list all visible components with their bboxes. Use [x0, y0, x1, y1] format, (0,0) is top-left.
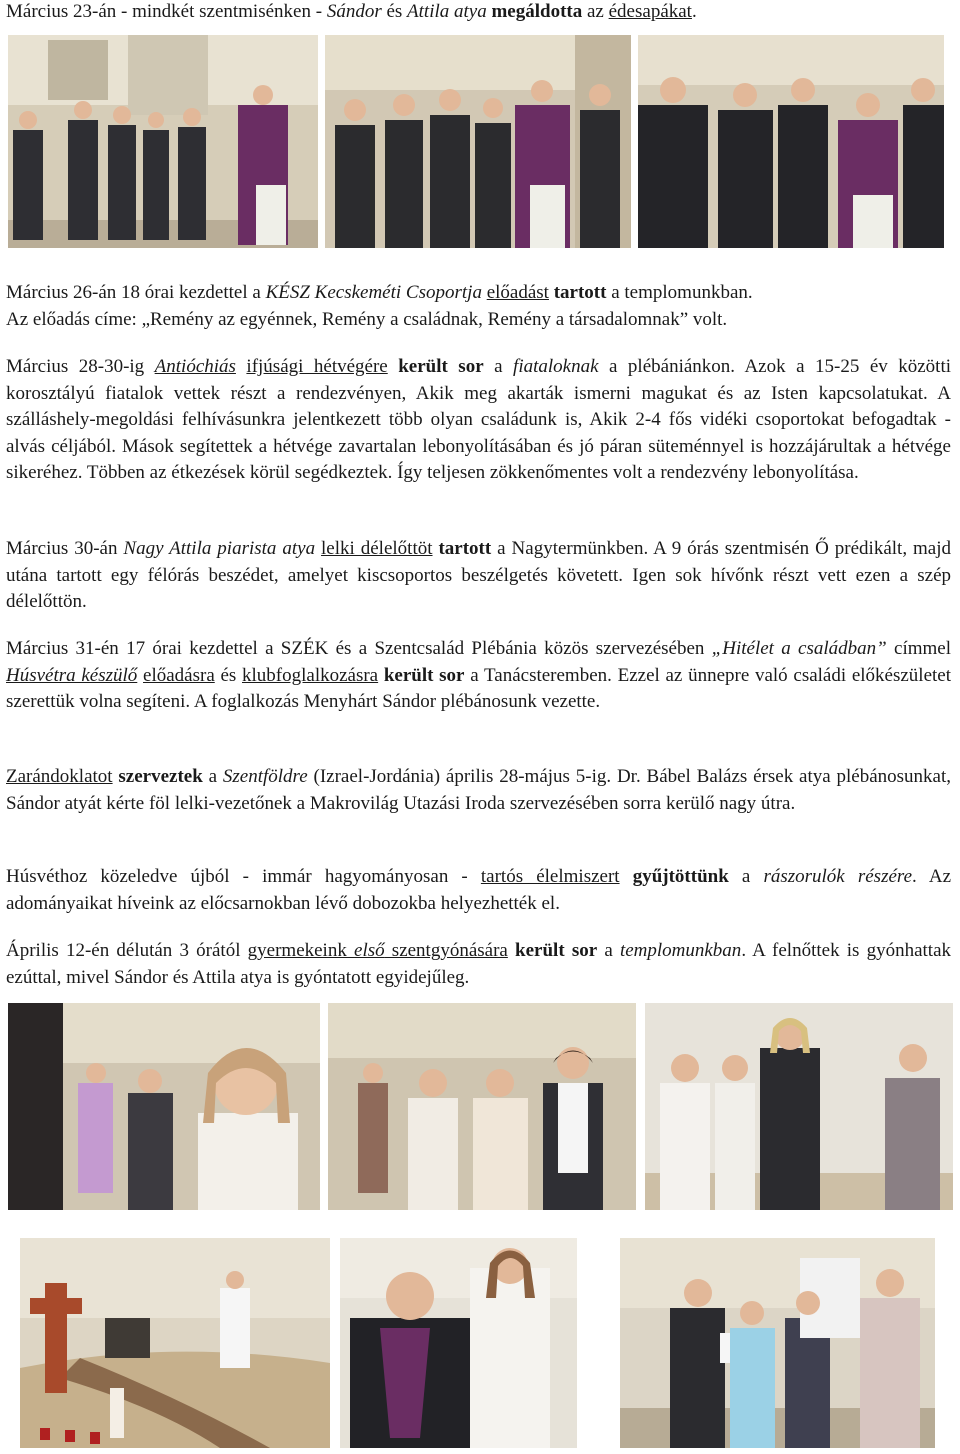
text: és	[381, 1, 408, 22]
text-italic: „Hitélet a családban”	[711, 638, 887, 659]
blessing-fathers-photo-3	[638, 35, 944, 248]
paragraph-youth-weekend	[6, 354, 951, 487]
text-bold: került sor	[398, 356, 484, 377]
text-underlined-italic: Húsvétra készülő	[6, 664, 138, 686]
text-kesz: KÉSZ Kecskeméti Csoportja	[265, 282, 482, 303]
text: a	[483, 356, 514, 377]
text	[236, 356, 246, 377]
text-italic: fiataloknak	[513, 356, 599, 377]
paragraph-family-faith	[6, 636, 951, 716]
paragraph-food-collection	[6, 864, 951, 917]
text-bold: szerveztek	[118, 766, 203, 787]
text-bold: tartott	[438, 538, 492, 559]
text: az	[582, 1, 609, 22]
confession-priest-photo-5	[340, 1238, 577, 1448]
text-underlined-italic: első	[354, 940, 385, 961]
text: . A felnőttek is gyónhattak ezúttal, mivel Sándor és Attila atya is gyóntatott egyidejűleg.	[6, 940, 952, 988]
text-underlined: édesapákat	[608, 1, 692, 22]
text-underlined: előadást	[486, 282, 549, 303]
text: a	[202, 766, 223, 787]
text-bold: tartott	[553, 282, 607, 303]
text: Március 31-én 17 órai kezdettel a SZÉK és a Szentcsalád Plébánia közös szervezésében	[6, 638, 712, 659]
text-underlined: szentgyónására	[384, 940, 508, 961]
text: .	[691, 1, 697, 22]
text	[508, 940, 515, 961]
blessing-fathers-photo-1	[8, 35, 318, 248]
text-italic: Nagy Attila piarista atya	[123, 538, 316, 559]
text-sandor: Sándor	[326, 1, 382, 22]
text-bold: került sor	[515, 940, 598, 961]
text-italic: rászorulók részére	[763, 866, 913, 887]
text-bold: került sor	[383, 664, 465, 686]
text: Március 28-30-ig	[6, 356, 155, 377]
text-italic: templomunkban	[619, 940, 742, 961]
text: Március 30-án	[6, 538, 124, 559]
text: . Az adományaikat híveink az előcsarnokban lévő dobozokba helyezhették el.	[6, 866, 952, 914]
text: a Nagytermünkben. A 9 órás szentmisén Ő prédikált, majd utána tartott egy félórás beszédet, amelyet kiscsoportos beszélgetés követett. Igen sok hívőnk részt vett ezen a szép délelőttön.	[6, 538, 952, 612]
text-underlined: ifjúsági hétvégére	[246, 356, 388, 377]
text: a templomunkban.	[606, 282, 753, 303]
blessing-fathers-photo-2	[325, 35, 631, 248]
text-underlined: gyermekeink	[247, 940, 355, 961]
text	[620, 866, 633, 887]
text: a	[597, 940, 620, 961]
text-underlined: előadásra	[143, 664, 215, 686]
text: a plébániánkon. Azok a 15-25 év közötti korosztályú fiatalok vettek részt a rendezvényen, Akik meg akarták ismerni magukat és az Isten kapcsolatukat. A szálláshely-megoldási felhívásunkra jelentkezett több olyan családunk is, Akik 2-4 fős vidéki csoportokat befogadtak - alvás céljából. Mások segítettek a hétvége zavartalan lebonyolításában és jó páran süteménnyel is hozzájárultak a hétvége sikeréhez. Többen az étkezések körül segédkeztek. Így teljesen zökkenőmentes volt a rendezvény lebonyolítása.	[6, 356, 952, 483]
text: a	[728, 866, 764, 887]
text: Április 12-én délután 3 órától	[6, 940, 248, 961]
confession-children-photo-2	[328, 1003, 636, 1210]
paragraph-first-confession	[6, 938, 951, 991]
text: Március 23-án - mindkét szentmisénken -	[6, 1, 327, 22]
paragraph-pilgrimage	[6, 764, 951, 817]
text-bold: gyűjtöttünk	[632, 866, 729, 887]
text: a Tanácsteremben. Ezzel az ünnepre való családi előkészületet szerettük volna segíteni. A foglalkozás Menyhárt Sándor plébánosunk vezette.	[6, 664, 952, 712]
text: Húsvéthoz közeledve újból - immár hagyományosan -	[6, 866, 481, 887]
text-underlined: tartós élelmiszert	[480, 866, 620, 887]
confession-children-photo-6	[620, 1238, 935, 1448]
paragraph-spiritual-morning	[6, 536, 951, 616]
paragraph-blessing	[6, 0, 951, 24]
text-attila: Attila atya	[407, 1, 487, 22]
text-antiochias: Antióchiás	[154, 356, 236, 377]
text	[388, 356, 398, 377]
text: címmel	[886, 638, 951, 659]
text-underlined: lelki délelőttöt	[321, 538, 433, 559]
text-underlined: klubfoglalkozásra	[242, 664, 379, 686]
paragraph-lecture	[6, 280, 951, 333]
text-underlined: Zarándoklatot	[6, 766, 113, 787]
text-bold: megáldotta	[491, 1, 583, 22]
text: Az előadás címe: „Remény az egyénnek, Remény a családnak, Remény a társadalomnak” volt.	[6, 308, 728, 330]
text-italic: Szentföldre	[222, 766, 308, 787]
text: és	[214, 664, 242, 686]
text: (Izrael-Jordánia) április 28-május 5-ig. Dr. Bábel Balázs érsek atya plébánosunkat, Sándor atyát kérte föl lelki-vezetőnek a Makrovilág Utazási Iroda szervezésében sorra kerülő nagy útra.	[6, 766, 952, 814]
confession-church-photo-4	[20, 1238, 330, 1448]
confession-children-photo-3	[645, 1003, 953, 1210]
text: Március 26-án 18 órai kezdettel a	[6, 282, 266, 303]
confession-children-photo-1	[8, 1003, 320, 1210]
